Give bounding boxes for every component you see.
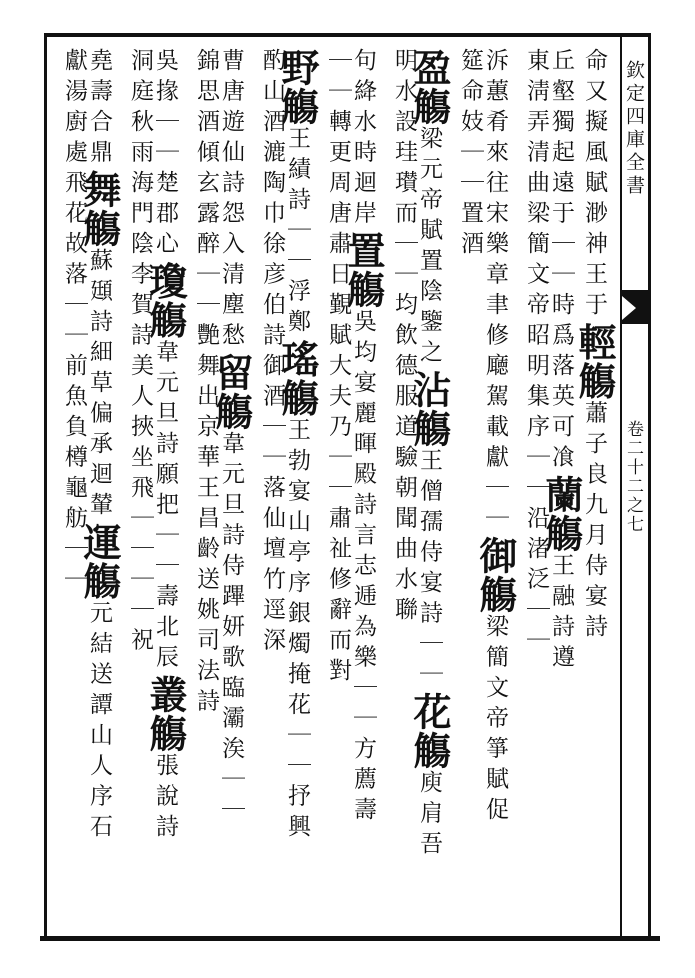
frame-right-border [648, 33, 651, 941]
text-column [407, 48, 452, 928]
text-column [320, 48, 349, 928]
text-column [122, 48, 151, 928]
volume-number: 卷二十二之七 [623, 420, 643, 534]
entry-text: 王僧孺侍宴詩｜｜ [416, 448, 442, 692]
text-column [209, 48, 254, 928]
entry-text: 酌山酒漉陶巾徐彦伯詩御酒｜｜落仙壇竹逕深 [259, 48, 285, 658]
entry-text: 吳均宴麗暉殿詩言志逓為樂｜｜方薦壽 [350, 309, 376, 828]
frame-top-border [44, 33, 649, 37]
entry-text: 王勃宴山亭序銀燭掩花｜｜抒興 [284, 417, 310, 845]
frame-left-border [44, 33, 47, 941]
text-column [56, 48, 85, 928]
entry-text: 韋元旦詩願把｜｜壽北辰 [152, 339, 178, 675]
entry-text: 王融詩遵 [548, 553, 574, 675]
entry-heading: 瓊觴 [143, 261, 188, 340]
entry-heading: 留觴 [209, 353, 254, 431]
entry-text: 吳掾｜｜楚郡心 [152, 48, 178, 262]
text-column [386, 48, 415, 928]
entry-heading: 叢觴 [143, 675, 188, 753]
entry-text: 元結送譚山人序石 [86, 600, 112, 845]
entry-heading: 御觴 [473, 536, 518, 614]
frame-bottom-border [40, 936, 660, 941]
text-column [539, 48, 584, 928]
entry-heading: 瑤觴 [275, 339, 320, 418]
entry-text: 句絳水時迴岸 [350, 48, 376, 231]
entry-heading: 運觴 [77, 522, 122, 601]
entry-text: 泝蕙肴來往宋樂章聿修廰駕載獻｜｜ [482, 48, 508, 536]
entry-text: 獻湯廚處飛花故落｜｜前魚負樽龜舫｜｜ [61, 48, 87, 597]
entry-text: 蕭子良九月侍宴詩 [581, 400, 607, 645]
fishtail-marker-icon [622, 290, 650, 324]
entry-text: 蘇頲詩細草偏承迴輦 [86, 248, 112, 523]
entry-text: 東淸弄清曲梁簡文帝昭明集序｜｜沿渚泛｜｜ [523, 48, 549, 658]
text-column [518, 48, 547, 928]
entry-text: 丘壑獨起遠于｜｜時爲落英可飡 [548, 48, 574, 475]
entry-text: 張說詩 [152, 753, 178, 845]
entry-text: 錦思酒傾玄露醉｜｜艷舞出京華王昌齡送姚司法詩 [193, 48, 219, 719]
text-column [473, 48, 518, 928]
entry-text: 梁簡文帝箏賦促 [482, 614, 508, 828]
entry-heading: 野觴 [275, 48, 320, 126]
entry-heading: 置觴 [341, 231, 386, 309]
entry-text: ｜｜轉更周唐肅日覲賦大夫乃｜｜肅祉修辭而對 [325, 48, 351, 689]
entry-text: 王績詩｜｜浮鄭 [284, 126, 310, 340]
entry-text: 庾肩吾 [416, 770, 442, 862]
entry-text: 堯壽合鼎 [86, 48, 112, 170]
margin-divider [620, 37, 622, 936]
text-column [143, 48, 188, 928]
text-column [452, 48, 481, 928]
entry-text: 明水設珪瓉而｜｜均飲德服道驗朝聞曲水聯 [391, 48, 417, 628]
entry-text: 命又擬風賦渺神王于 [581, 48, 607, 323]
entry-heading: 舞觴 [77, 170, 122, 248]
entry-text: 曹唐遊仙詩怨入清塵愁 [218, 48, 244, 353]
entry-heading: 沾觴 [407, 370, 452, 448]
entry-heading: 蘭觴 [539, 475, 584, 553]
entry-heading: 花觴 [407, 692, 452, 770]
text-column [188, 48, 217, 928]
entry-text: 筵命妓｜｜置酒 [457, 48, 483, 262]
text-column [572, 48, 617, 928]
entry-heading: 盈觴 [407, 48, 452, 126]
text-column [341, 48, 386, 928]
entry-text: 韋元旦詩侍蹕妍歌臨灞涘｜｜ [218, 431, 244, 828]
text-column [254, 48, 283, 928]
entry-heading: 輕觴 [572, 322, 617, 401]
book-title: 欽定四庫全書 [623, 60, 645, 198]
text-column [275, 48, 320, 928]
entry-text: 洞庭秋雨海門陰李賀詩美人挾坐飛｜｜｜｜祝 [127, 48, 153, 658]
text-column [77, 48, 122, 928]
entry-text: 梁元帝賦置陰鑒之 [416, 126, 442, 370]
